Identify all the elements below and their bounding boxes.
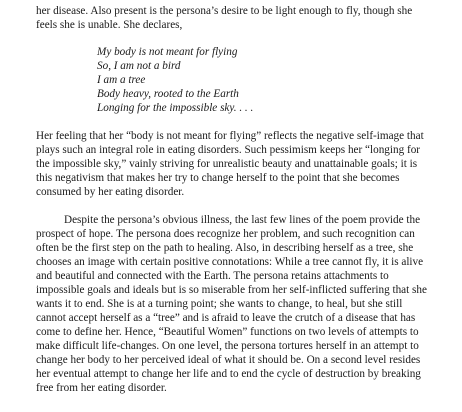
text-line: free from her eating disorder. [36,382,167,394]
text-line: make difficult life-changes. On one level, the persona tortures herself in an attempt to [36,340,419,352]
document-page [36,4,456,395]
text-line: feels she is unable. She declares, [36,19,183,31]
poem-line: My body is not meant for flying [97,46,238,58]
text-line: this negativism that makes her try to change herself to the point that she becomes [36,172,400,184]
text-line: cannot accept herself as a “tree” and is afraid to leave the crutch of a disease that has [36,312,416,324]
text-line: change her body to her perceived ideal of what it should be. On a second level resides [36,354,421,366]
poem-line: I am a tree [97,74,146,86]
text-line: chooses an image with certain positive connotations: While a tree cannot fly, it is alive [36,256,424,268]
text-line: impossible goals and ideals but is so miserable from her self-inflicted suffering that she [36,284,427,296]
text-line: often be the first step on the path to healing. Also, in describing herself as a tree, she [36,242,414,254]
text-line: wants it to end. She is at a turning point; she wants to change, to heal, but she still [36,298,403,310]
text-line: Her feeling that her “body is not meant for flying” reflects the negative self-image that [36,130,424,142]
poem-line: So, I am not a bird [97,60,181,72]
body-paragraph-2 [36,213,456,395]
text-line: prospect of hope. The persona does recognize her problem, and such recognition can [36,228,415,240]
poem-line: Body heavy, rooted to the Earth [97,88,239,100]
text-line: her eventual attempt to change her life and to end the cycle of destruction by breaking [36,368,421,380]
poem-quote [97,45,456,115]
poem-line: Longing for the impossible sky. . . . [97,102,254,114]
text-line: come to define her. Hence, “Beautiful Women” functions on two levels of attempts to [36,326,419,338]
text-line: and beautiful and connected with the Earth. The persona retains attachments to [36,270,389,282]
spacer [36,32,456,45]
text-line: consumed by her eating disorder. [36,186,185,198]
text-line: Despite the persona’s obvious illness, the last few lines of the poem provide the [64,214,421,226]
spacer [36,115,456,129]
body-paragraph-1 [36,129,456,199]
text-line: her disease. Also present is the persona’s desire to be light enough to fly, though she [36,5,413,17]
text-line: plays such an integral role in eating disorders. Such pessimism keeps her “longing for [36,144,421,156]
intro-paragraph [36,4,456,32]
spacer [36,199,456,213]
text-line: the impossible sky,” vainly striving for unrealistic beauty and unattainable goals; it is [36,158,418,170]
